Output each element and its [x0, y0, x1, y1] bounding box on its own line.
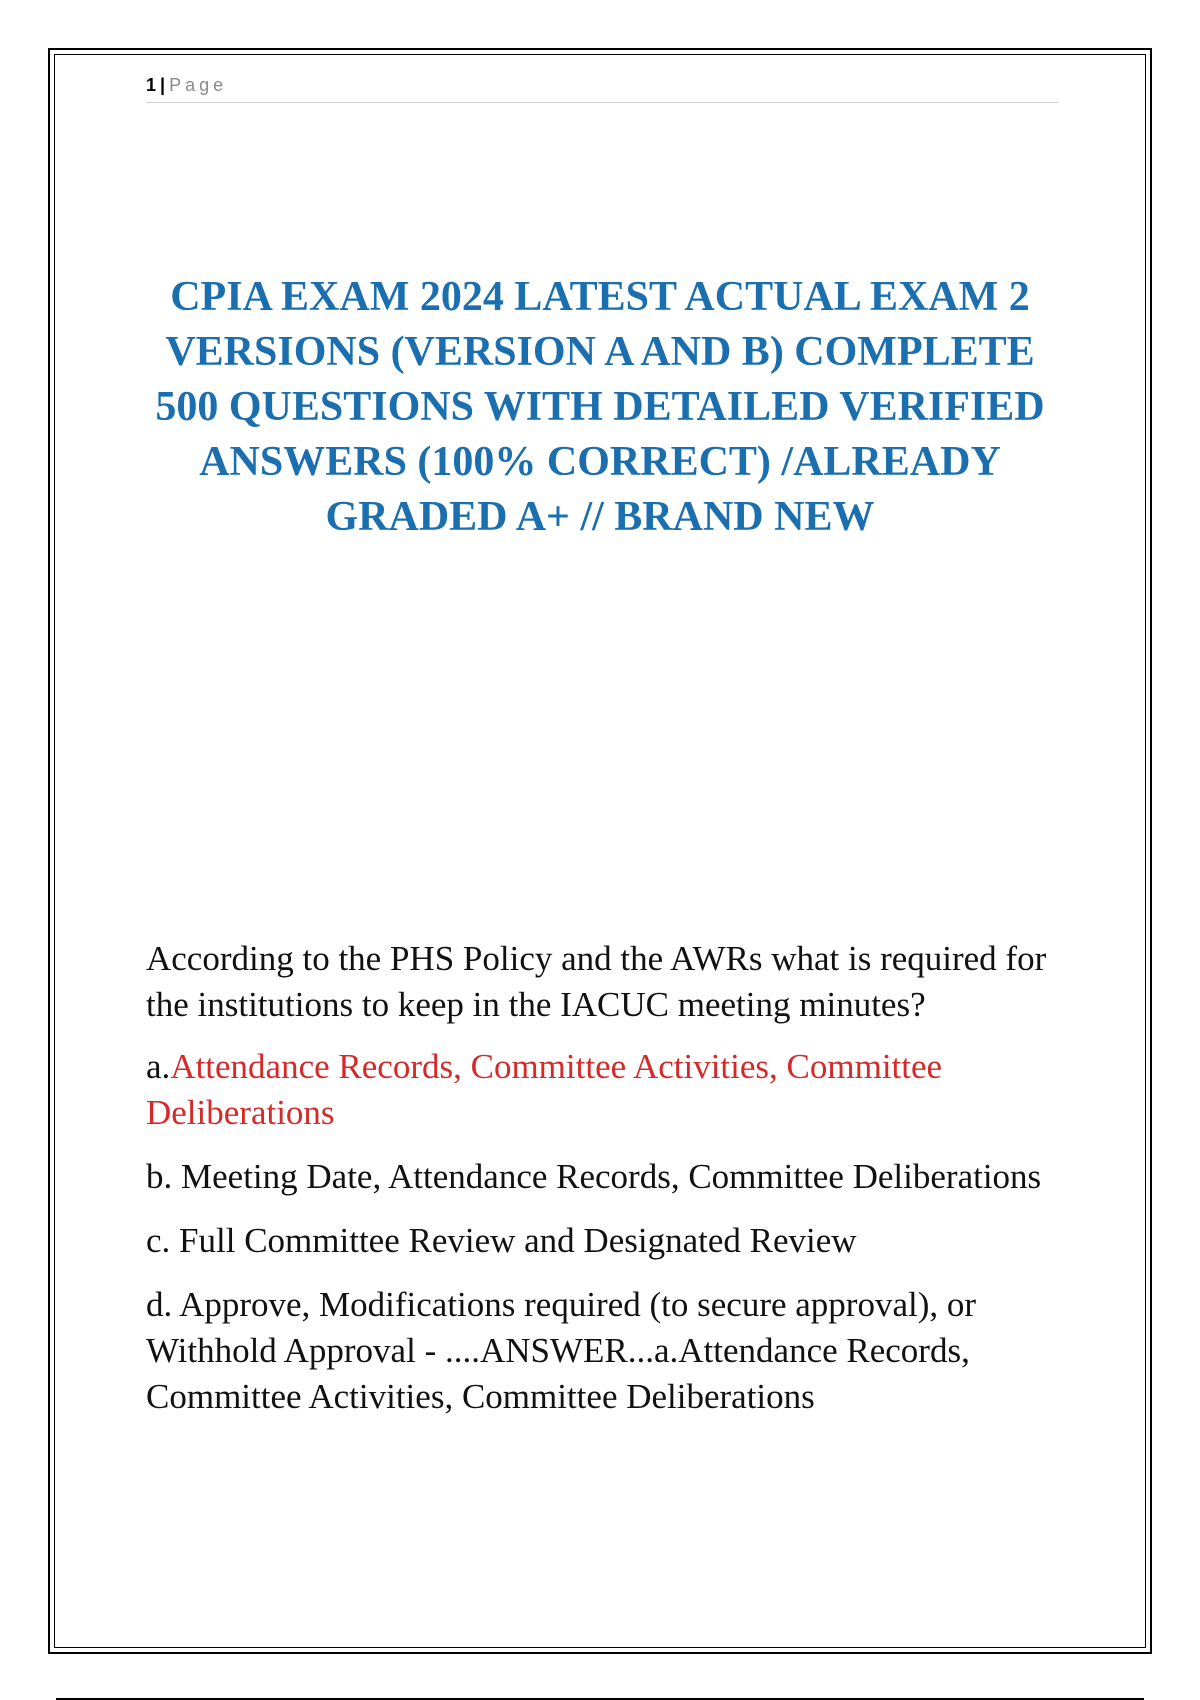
document-title: CPIA EXAM 2024 LATEST ACTUAL EXAM 2 VERSIONS (VERSION A AND B) COMPLETE 500 QUESTIONS WITH DETAILED VERIFIED ANSWERS (100% CORRECT) /ALREADY GRADED A+ // BRAND NEW: [155, 274, 1045, 540]
question-text: According to the PHS Policy and the AWRs what is required for the institutions to keep in the IACUC meeting minutes?: [146, 939, 1047, 1024]
page-label: Page: [169, 75, 228, 95]
option-b: b. Meeting Date, Attendance Records, Committee Deliberations: [146, 1157, 1042, 1196]
option-a: [146, 1044, 1066, 1136]
option-a-text: Attendance Records, Committee Activities, Committee Deliberations: [146, 1047, 943, 1132]
page-header: [146, 72, 1058, 103]
question-block: [146, 936, 1066, 1438]
option-d: d. Approve, Modifications required (to secure approval), or Withhold Approval - ....ANSWER...a.Attendance Records, Committee Activities, Committee Deliberations: [146, 1285, 977, 1416]
option-c: c. Full Committee Review and Designated Review: [146, 1221, 857, 1260]
page-separator: |: [160, 75, 166, 95]
option-a-prefix: a.: [146, 1047, 171, 1086]
page-number: 1: [146, 75, 157, 95]
